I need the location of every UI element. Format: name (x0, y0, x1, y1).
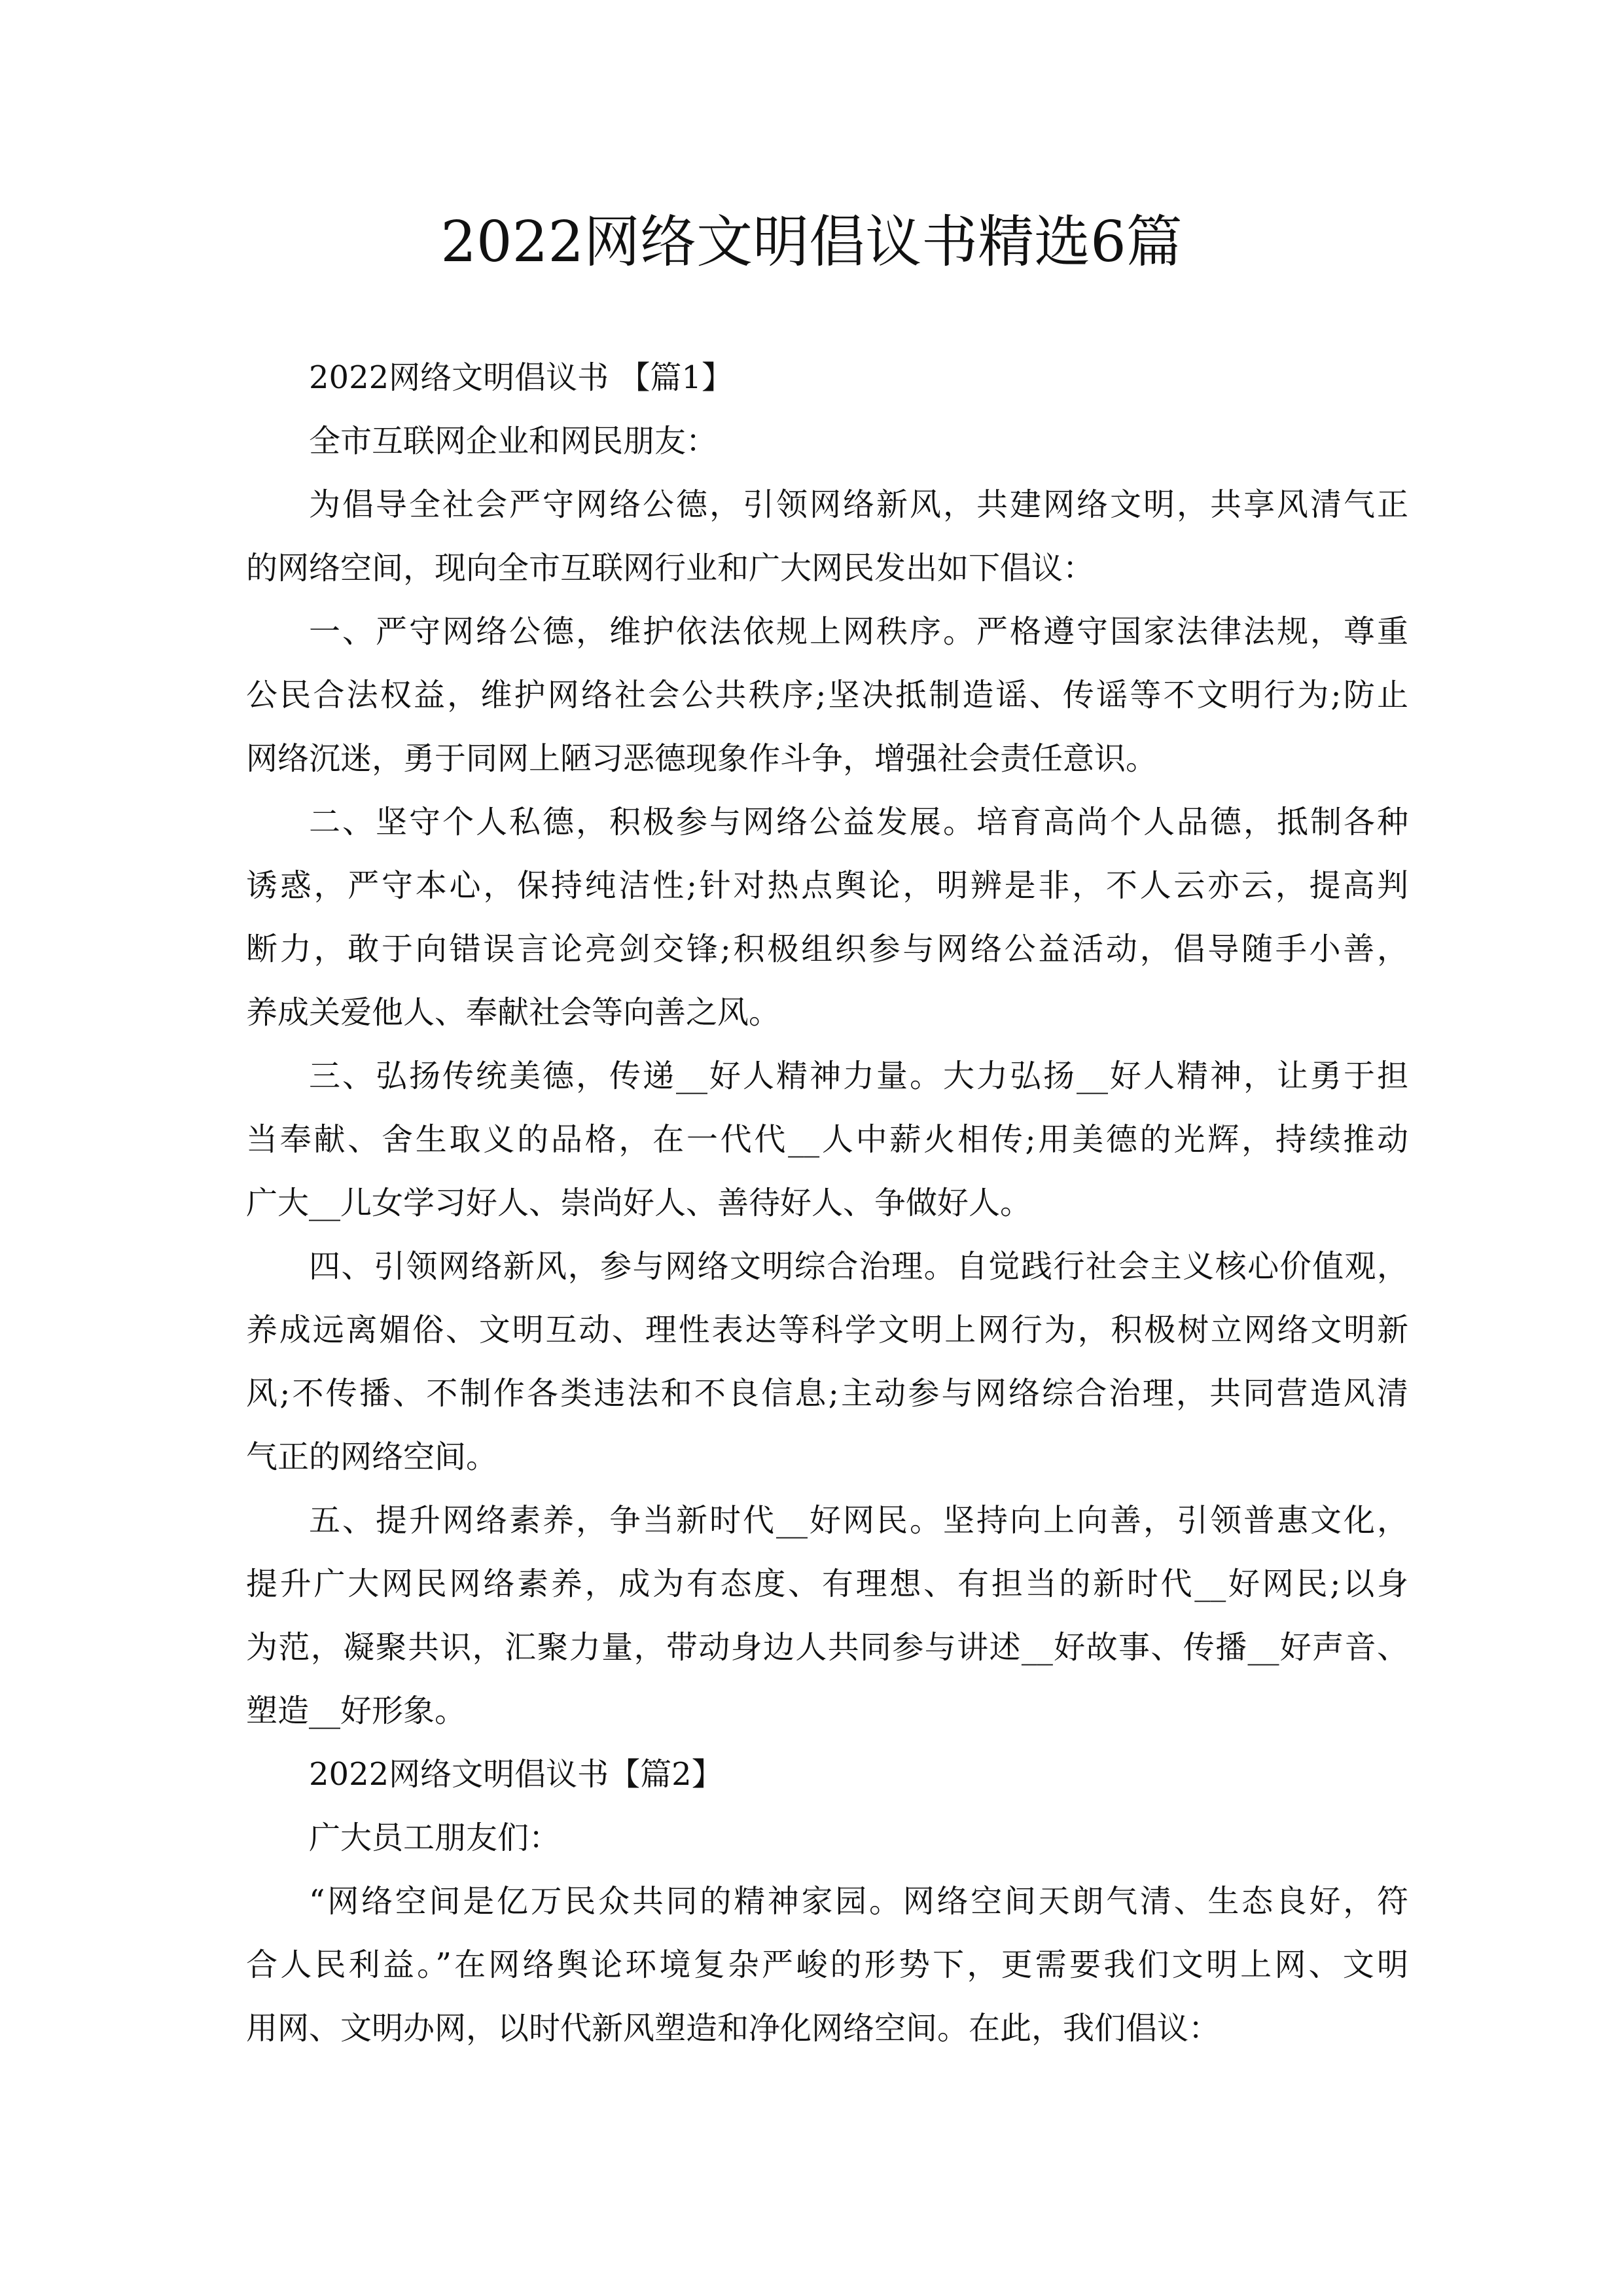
text-line: 三、弘扬传统美德，传递__好人精神力量。大力弘扬__好人精神，让勇于担 (309, 1058, 1408, 1094)
text-line: 公民合法权益，维护网络社会公共秩序;坚决抵制造谣、传谣等不文明行为;防止 (246, 677, 1408, 713)
text-line: 五、提升网络素养，争当新时代__好网民。坚持向上向善，引领普惠文化， (309, 1502, 1408, 1539)
text-line: 广大员工朋友们： (309, 1820, 561, 1856)
text-line: 断力，敢于向错误言论亮剑交锋;积极组织参与网络公益活动，倡导随手小善， (246, 931, 1408, 967)
text-line: 当奉献、舍生取义的品格，在一代代__人中薪火相传;用美德的光辉，持续推动 (246, 1121, 1408, 1158)
text-line: 2022网络文明倡议书 【篇1】 (309, 359, 733, 396)
text-line: 塑造__好形象。 (246, 1693, 467, 1729)
text-line: 全市互联网企业和网民朋友： (309, 423, 718, 459)
paragraph (246, 1743, 1408, 1806)
text-line: 养成远离媚俗、文明互动、理性表达等科学文明上网行为，积极树立网络文明新 (246, 1312, 1408, 1348)
text-line: 2022网络文明倡议书【篇2】 (309, 1756, 723, 1793)
paragraph (246, 410, 1408, 473)
paragraph (246, 600, 1408, 791)
text-line: 广大__儿女学习好人、崇尚好人、善待好人、争做好人。 (246, 1185, 1032, 1221)
text-line: 为范，凝聚共识，汇聚力量，带动身边人共同参与讲述__好故事、传播__好声音、 (246, 1629, 1408, 1666)
text-line: 二、坚守个人私德，积极参与网络公益发展。培育高尚个人品德，抵制各种 (309, 804, 1408, 840)
text-line: 气正的网络空间。 (246, 1439, 498, 1475)
text-line: “网络空间是亿万民众共同的精神家园。网络空间天朗气清、生态良好，符 (309, 1883, 1408, 1920)
text-line: 合人民利益。”在网络舆论环境复杂严峻的形势下，更需要我们文明上网、文明 (246, 1946, 1408, 1983)
paragraph (246, 1045, 1408, 1235)
text-line: 的网络空间，现向全市互联网行业和广大网民发出如下倡议： (246, 550, 1095, 586)
paragraph (246, 1806, 1408, 1870)
paragraph (246, 1489, 1408, 1743)
text-line: 为倡导全社会严守网络公德，引领网络新风，共建网络文明，共享风清气正 (309, 486, 1408, 523)
text-line: 提升广大网民网络素养，成为有态度、有理想、有担当的新时代__好网民;以身 (246, 1566, 1408, 1602)
text-line: 四、引领网络新风，参与网络文明综合治理。自觉践行社会主义核心价值观， (309, 1248, 1408, 1285)
text-line: 一、严守网络公德，维护依法依规上网秩序。严格遵守国家法律法规，尊重 (309, 613, 1408, 650)
text-line: 用网、文明办网，以时代新风塑造和净化网络空间。在此，我们倡议： (246, 2010, 1221, 2047)
text-line: 网络沉迷，勇于同网上陋习恶德现象作斗争，增强社会责任意识。 (246, 740, 1158, 777)
paragraph (246, 1870, 1408, 2060)
paragraph (246, 346, 1408, 410)
text-line: 诱惑，严守本心，保持纯洁性;针对热点舆论，明辨是非，不人云亦云，提高判 (246, 867, 1408, 904)
paragraph (246, 473, 1408, 600)
document-body (246, 346, 1408, 2060)
text-line: 风;不传播、不制作各类违法和不良信息;主动参与网络综合治理，共同营造风清 (246, 1375, 1408, 1412)
paragraph (246, 1235, 1408, 1489)
paragraph (246, 791, 1408, 1045)
document-title: 2022网络文明倡议书精选6篇 (440, 209, 1183, 275)
text-line: 养成关爱他人、奉献社会等向善之风。 (246, 994, 781, 1031)
